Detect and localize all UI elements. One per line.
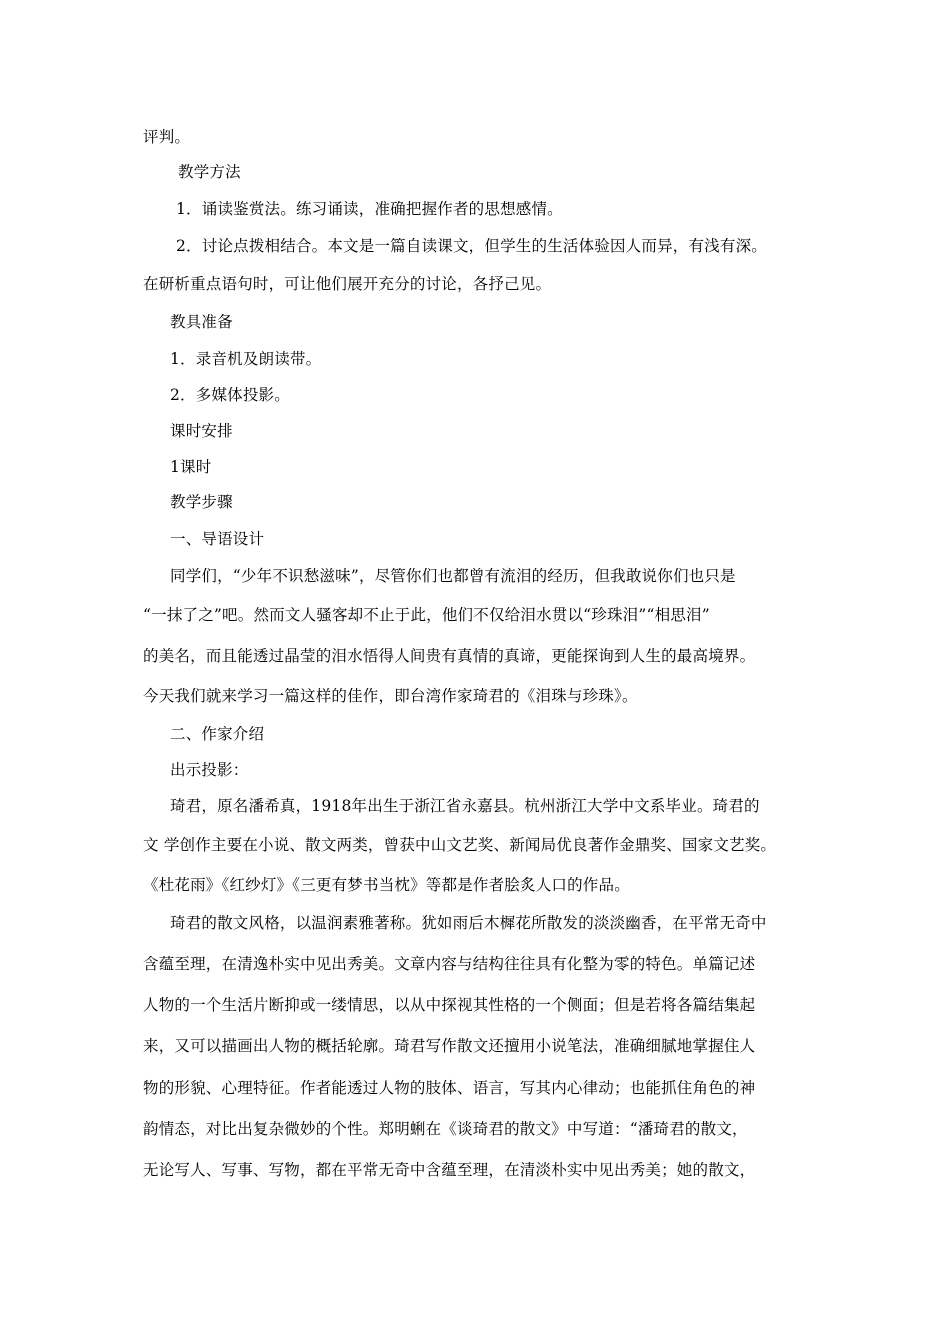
paragraph-line: 今天我们就来学习一篇这样的佳作，即台湾作家琦君的《泪珠与珍珠》。 [143, 687, 638, 705]
section-heading: 一、导语设计 [170, 530, 265, 548]
paragraph-line: 韵情态，对比出复杂微妙的个性。郑明蜊在《谈琦君的散文》中写道：“潘琦君的散文， [143, 1120, 748, 1138]
paragraph-line: 的美名，而且能透过晶莹的泪水悟得人间贵有真情的真谛，更能探询到人生的最高境界。 [143, 647, 756, 665]
text-line: 在研析重点语句时，可让他们展开充分的讨论，各抒己见。 [143, 275, 552, 293]
paragraph-line: 琦君，原名潘希真，1918年出生于浙江省永嘉县。杭州浙江大学中文系毕业。琦君的 [170, 797, 760, 815]
list-item: 2．多媒体投影。 [170, 386, 290, 404]
paragraph-line: 文 学创作主要在小说、散文两类，曾获中山文艺奖、新闻局优良著作金鼎奖、国家文艺奖。 [143, 836, 777, 854]
paragraph-line: “一抹了之”吧。然而文人骚客却不止于此，他们不仅给泪水贯以“珍珠泪”“相思泪” [143, 606, 710, 624]
section-heading: 教学方法 [178, 163, 241, 181]
list-item: 2．讨论点拨相结合。本文是一篇自读课文，但学生的生活体验因人而异，有浅有深。 [176, 237, 767, 255]
paragraph-line: 物的形貌、心理特征。作者能透过人物的肢体、语言，写其内心律动；也能抓住角色的神 [143, 1079, 756, 1097]
list-item: 1．录音机及朗读带。 [170, 350, 322, 368]
paragraph-line: 《杜花雨》《红纱灯》《三更有梦书当枕》等都是作者脍炙人口的作品。 [143, 876, 630, 894]
paragraph-line: 无论写人、写事、写物，都在平常无奇中含蕴至理，在清淡朴实中见出秀美；她的散文， [143, 1161, 756, 1179]
section-heading: 教学步骤 [170, 493, 233, 511]
section-heading: 课时安排 [170, 422, 233, 440]
paragraph-line: 同学们，“少年不识愁滋味”，尽管你们也都曾有流泪的经历，但我敢说你们也只是 [170, 567, 736, 585]
paragraph-line: 含蕴至理，在清逸朴实中见出秀美。文章内容与结构往往具有化整为零的特色。单篇记述 [143, 955, 756, 973]
section-heading: 教具准备 [170, 313, 233, 331]
section-heading: 二、作家介绍 [170, 725, 265, 743]
paragraph-line: 琦君的散文风格，以温润素雅著称。犹如雨后木樨花所散发的淡淡幽香，在平常无奇中 [170, 914, 767, 932]
text-line: 出示投影： [170, 761, 249, 779]
list-item: 1．诵读鉴赏法。练习诵读，准确把握作者的思想感情。 [176, 200, 563, 218]
text-line: 1课时 [170, 458, 212, 476]
paragraph-line: 人物的一个生活片断抑或一缕情思，以从中探视其性格的一个侧面；但是若将各篇结集起 [143, 996, 756, 1014]
text-line: 评判。 [143, 128, 191, 146]
paragraph-line: 来，又可以描画出人物的概括轮廓。琦君写作散文还擅用小说笔法，准确细腻地掌握住人 [143, 1037, 756, 1055]
